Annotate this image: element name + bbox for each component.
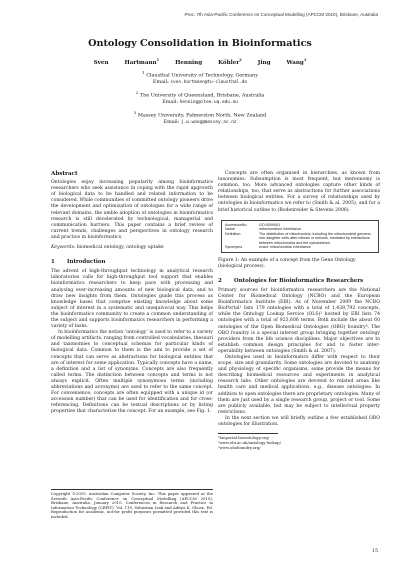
entry-row: Definition The distribution of mitochondria, including the mitochondrial genome, into daughter cells after mitosis or meiosis, mediated by interactions between mitochondria and the cytoskeleton. <box>225 231 372 245</box>
abstract-text: Ontologies enjoy increasing popularity among bioinformatics researchers who seek assistance in coping with the rapid upgrowth of biological data to be handled and related information to be considered. While communities of committed ontology pioneers drive the development and optimization of ontologies for a wide range of relevant domains, the amble adoption of ontologies in bioinformatics research is still decelerated by technological, managerial and communication barriers. This paper contains a brief review of current trends, challenges and perspectives in ontology research and practice in bioinformatics. <box>51 180 213 240</box>
gene-ontology-entry <box>221 220 379 253</box>
footnote-rule <box>218 433 278 434</box>
author-name: Henning Köhler$^2$ <box>175 58 242 66</box>
entry-row: Name mitochondrion inheritance <box>225 227 302 232</box>
affiliation: $^2$ The University of Queensland, Brisbane, Australia Email: henning@itee.uq.edu.au <box>135 90 265 105</box>
paragraph: The advent of high-throughput technology in analytical research laboratories calls for high-throughput tool support that enables bioinformatics researchers to keep pace with processing and analysing ever-increasing amounts of new biological data, and to draw new insights from them. Ontologies guide this process as knowledge bases that comprise existing knowledge about some subject of interest in a systematic and unequivocal way. This helps the bioinformatics community to create a common understanding of the subject and supports bioinformatics researchers in performing a variety of tasks. <box>51 269 213 330</box>
footnote[interactable]: ³www.obofoundry.org/ <box>218 444 261 450</box>
footnote[interactable]: ²www.ebi.ac.uk/ontology-lookup/ <box>218 439 281 445</box>
affiliation: $^1$ Clausthal University of Technology, Germany Email: sven.hartmann@tu-clausthal.de <box>142 70 258 85</box>
email-link[interactable]: j.w.wang@massey.ac.nz <box>180 119 237 125</box>
running-head: Proc. 7th Asia-Pacific Conference on Conceptual Modelling (APCCM 2010), Brisbane, Australia <box>184 12 378 17</box>
figure-caption: Figure 1: An example of a concept from the Gene Ontology (biological process). <box>218 257 356 269</box>
author-name: Jing Wang$^3$ <box>257 58 307 66</box>
paper-title: Ontology Consolidation in Bioinformatics <box>88 38 312 49</box>
paragraph: In bioinformatics the notion ‘ontology’ is used to refer to a variety of modelling artifacts, ranging from controlled vocabularies, thesauri and taxonomies to conceptual schemas for particular kinds of biological data. Common to them is the aim to provide a set of concepts that can serve as abstractions for biological entities that are of interest for some application. Typically concepts have a name, a definition and a list of synonyms. Concepts are also frequently called terms. The distinction between concepts and terms is not always explicit. Often multiple synonymous terms (including abbreviations and acronyms) are used to refer to the same concept. For convenience, concepts are often equipped with a unique id (or accession number) that can be used for identification and for cross-referencing. Definitions can be textual descriptions or by listing properties that characterise the concept. For an example, see Fig. 1. <box>51 330 213 415</box>
paragraph: In the next section we will briefly outline a few established OBO ontologies for illustration. <box>218 415 380 427</box>
entry-row: Synonyms exact: mitochondrial inheritance <box>225 245 311 250</box>
footnote[interactable]: ¹bioportal.bioontology.org/ <box>218 435 270 441</box>
section-heading: 2 Ontologies for Bioinformatics Researchers <box>218 277 364 284</box>
section-heading: 1 Introduction <box>51 259 106 266</box>
keywords: Keywords: biomedical ontology, ontology uptake <box>51 245 164 251</box>
paragraph: Concepts are often organised in hierarchies, as known from taxonomies. Subsumption is most frequent, but mereonomy is common, too. More advanced ontologies capture other kinds of relationships, too, that serve as abstractions for further associations between biological entities. For a survey of relationships used by ontologies in bioinformatics we refer to (Smith & al. 2005), and for a brief historical outline to (Bodenreider & Stevens 2006). <box>218 171 380 213</box>
affiliations <box>0 70 400 130</box>
paragraph: Primary sources for bioinformatics researchers are the National Center for Biomedical Ontology (NCBO) and the European Bioinformatics Institute (EBI). As of November 2009 the NCBO BioPortal¹ lists 179 ontologies with a total of 1,438,792 concepts, while the Ontology Lookup Service (OLS)² hosted by EBI lists 74 ontologies with a total of 923,606 terms. Both include the about 60 ontologies of the Open Biomedical Ontologies (OBO) foundry³. The OBO foundry is a special interest group bringing together ontology providers from the life science disciplines. Major objectives are to establish common design principles for and to foster inter-operability between ontologies (Smith & al. 2007). <box>218 287 380 354</box>
entry-row: AccessionNo GO:0000001 <box>225 222 281 227</box>
email-link[interactable]: sven.hartmann@tu-clausthal.de <box>170 79 248 85</box>
abstract-heading: Abstract <box>51 171 78 177</box>
copyright-notice: Copyright ©2010, Australian Computer Society, Inc. This paper appeared at the Seventh Asia-Pacific Conference on Conceptual Modelling (APCCM 2010), Brisbane, Australia, January 2010. Conferences in Research and Practice in Information Technology (CRPIT), Vol. 110, Sebastian Link and Aditya K. Ghose, Ed. Reproduction for academic, not-for profit purposes permitted provided this text is included. <box>51 491 213 519</box>
paragraph: Ontologies used in bioinformatics differ with respect to their scope, size and granularity. Some ontologies are devoted to anatomy and physiology of specific organisms, some provide the means for describing biomedical resources and experiments in analytical research labs. Other ontologies are devoted to related areas like health care and medical applications, e.g., disease ontologies. In addition to open ontologies there are proprietary ontologies. Many of them are just used by a single research group, project or tool. Some are publicly available, but may be subject to intellectual property restrictions. <box>218 354 380 415</box>
left-column <box>51 171 213 415</box>
page-number: 15 <box>372 549 378 554</box>
email-link[interactable]: henning@itee.uq.edu.au <box>179 99 238 105</box>
affiliation: $^3$ Massey University, Palmerston North, New Zealand Email: j.w.wang@massey.ac.nz <box>133 110 267 125</box>
copyright-rule <box>51 489 213 490</box>
author-name: Sven Hartmann$^1$ <box>93 58 160 66</box>
right-column <box>218 171 380 450</box>
author-list <box>0 58 400 66</box>
